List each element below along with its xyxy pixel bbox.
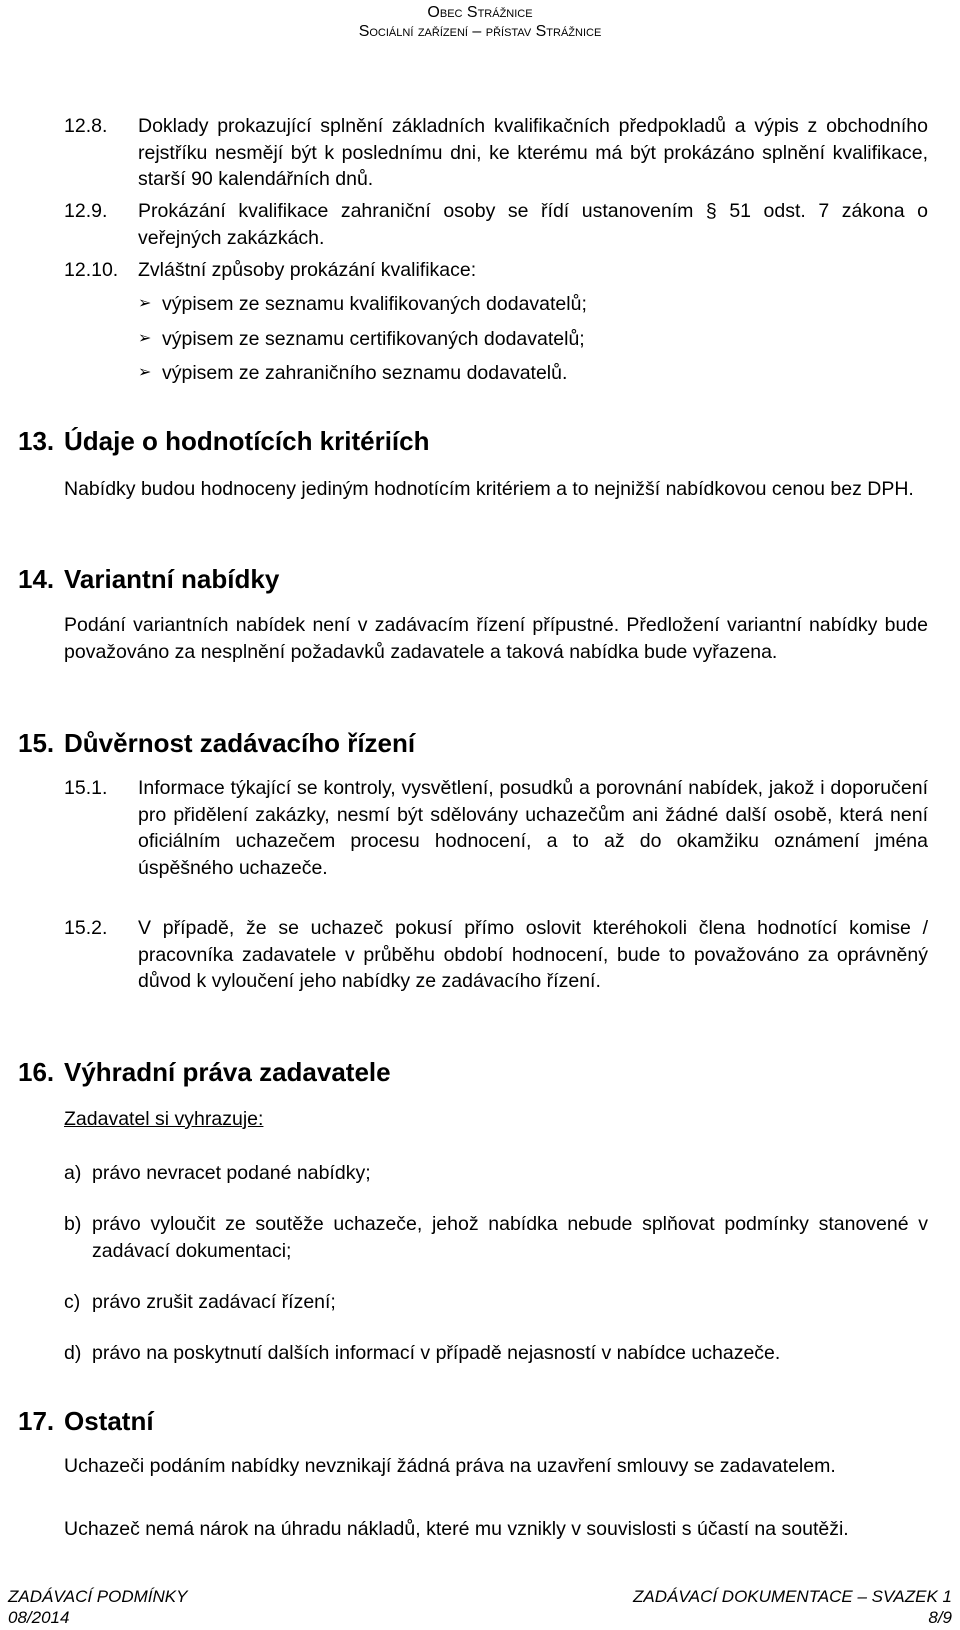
section-heading-17 [18, 1405, 928, 1437]
clause-12-10 [64, 257, 928, 284]
section-13-text: Nabídky budou hodnoceny jediným hodnotícím kritériem a to nejnižší nabídkovou cenou bez DPH. [64, 478, 914, 500]
reserved-right-d [64, 1340, 928, 1367]
clause-number: 12.9. [64, 200, 108, 222]
section-heading-16 [18, 1056, 928, 1088]
item-letter: d) [64, 1342, 82, 1364]
item-text: právo na poskytnutí dalších informací v případě nejasností v nabídce uchazeče. [92, 1342, 781, 1364]
arrowhead-icon: ➢ [138, 329, 152, 347]
section-number: 15. [18, 728, 55, 758]
section-title: Důvěrnost zadávacího řízení [64, 728, 416, 758]
page-header [0, 4, 960, 42]
clause-number: 12.10. [64, 259, 119, 281]
reserved-right-b [64, 1211, 928, 1264]
clause-number: 15.2. [64, 917, 108, 939]
page-footer-line-1 [8, 1587, 952, 1607]
item-text: právo vyloučit ze soutěže uchazeče, jehož nabídka nebude splňovat podmínky stanovené v zadávací dokumentaci; [92, 1213, 928, 1262]
section-16-intro-wrap [64, 1106, 928, 1133]
clause-12-9 [64, 198, 928, 251]
section-heading-15 [18, 727, 928, 759]
item-letter: b) [64, 1213, 82, 1235]
clause-number: 15.1. [64, 777, 108, 799]
arrowhead-icon: ➢ [138, 295, 152, 312]
list-item: ➢ výpisem ze zahraničního seznamu dodavatelů. [138, 360, 928, 387]
clause-15-2 [64, 915, 928, 995]
section-title: Údaje o hodnotících kritériích [64, 426, 430, 456]
arrowhead-icon: ➢ [138, 364, 152, 381]
list-item: ➢ výpisem ze seznamu kvalifikovaných dodavatelů; [138, 291, 928, 318]
section-14-text: Podání variantních nabídek není v zadávacím řízení přípustné. Předložení variantní nabídky bude považováno za nesplnění požadavků zadavatele a taková nabídka bude vyřazena. [64, 614, 928, 663]
page-footer-line-2 [8, 1608, 952, 1628]
section-number: 16. [18, 1057, 55, 1087]
item-text: právo zrušit zadávací řízení; [92, 1291, 336, 1313]
clause-text: V případě, že se uchazeč pokusí přímo oslovit kteréhokoli člena hodnotící komise / pracovníka zadavatele v průběhu období hodnocení, bude to považováno za oprávněný důvod k vyloučení jeho nabídky ze zadávacího řízení. [138, 917, 928, 992]
header-line-1: Obec Strážnice [427, 4, 533, 21]
section-title: Výhradní práva zadavatele [64, 1057, 391, 1087]
section-number: 17. [18, 1406, 55, 1436]
footer-date: 08/2014 [8, 1608, 70, 1627]
section-heading-13 [18, 425, 928, 457]
item-letter: c) [64, 1291, 81, 1313]
qualification-methods-list [138, 291, 928, 387]
footer-right-title: ZADÁVACÍ DOKUMENTACE – SVAZEK 1 [633, 1587, 952, 1606]
clause-text: Zvláštní způsoby prokázání kvalifikace: [138, 259, 477, 281]
section-17-para-1: Uchazeči podáním nabídky nevznikají žádná práva na uzavření smlouvy se zadavatelem. [64, 1455, 836, 1477]
item-letter: a) [64, 1162, 82, 1184]
clause-text: Informace týkající se kontroly, vysvětlení, posudků a porovnání nabídek, jakož i doporučení pro přidělení zakázky, nesmí být sdělovány uchazečům ani žádné další osobě, která není oficiálním uchazečem procesu hodnocení, a to až do okamžiku oznámení jména úspěšného uchazeče. [138, 777, 928, 879]
section-16-intro: Zadavatel si vyhrazuje: [64, 1108, 264, 1130]
clause-text: Prokázání kvalifikace zahraniční osoby se řídí ustanovením § 51 odst. 7 zákona o veřejných zakázkách. [138, 200, 928, 249]
list-item: ➢ výpisem ze seznamu certifikovaných dodavatelů; [138, 326, 928, 353]
item-text: právo nevracet podané nabídky; [92, 1162, 371, 1184]
reserved-right-c [64, 1289, 928, 1316]
section-heading-14 [18, 563, 928, 595]
clause-12-8 [64, 113, 928, 193]
clause-text: Doklady prokazující splnění základních kvalifikačních předpokladů a výpis z obchodního rejstříku nesmějí být k poslednímu dni, ke kterému má být prokázáno splnění kvalifikace, starší 90 kalendářních dnů. [138, 115, 928, 190]
section-17-para-2: Uchazeč nemá nárok na úhradu nákladů, které mu vznikly v souvislosti s účastí na soutěži. [64, 1518, 849, 1540]
section-number: 13. [18, 426, 55, 456]
reserved-right-a [64, 1160, 928, 1187]
clause-number: 12.8. [64, 115, 108, 137]
section-number: 14. [18, 564, 55, 594]
clause-15-1 [64, 775, 928, 881]
section-title: Variantní nabídky [64, 564, 280, 594]
section-title: Ostatní [64, 1406, 154, 1436]
footer-left-title: ZADÁVACÍ PODMÍNKY [8, 1587, 188, 1606]
page-number: 8/9 [928, 1608, 952, 1627]
header-line-2: Sociální zařízení – přístav Strážnice [358, 23, 602, 40]
